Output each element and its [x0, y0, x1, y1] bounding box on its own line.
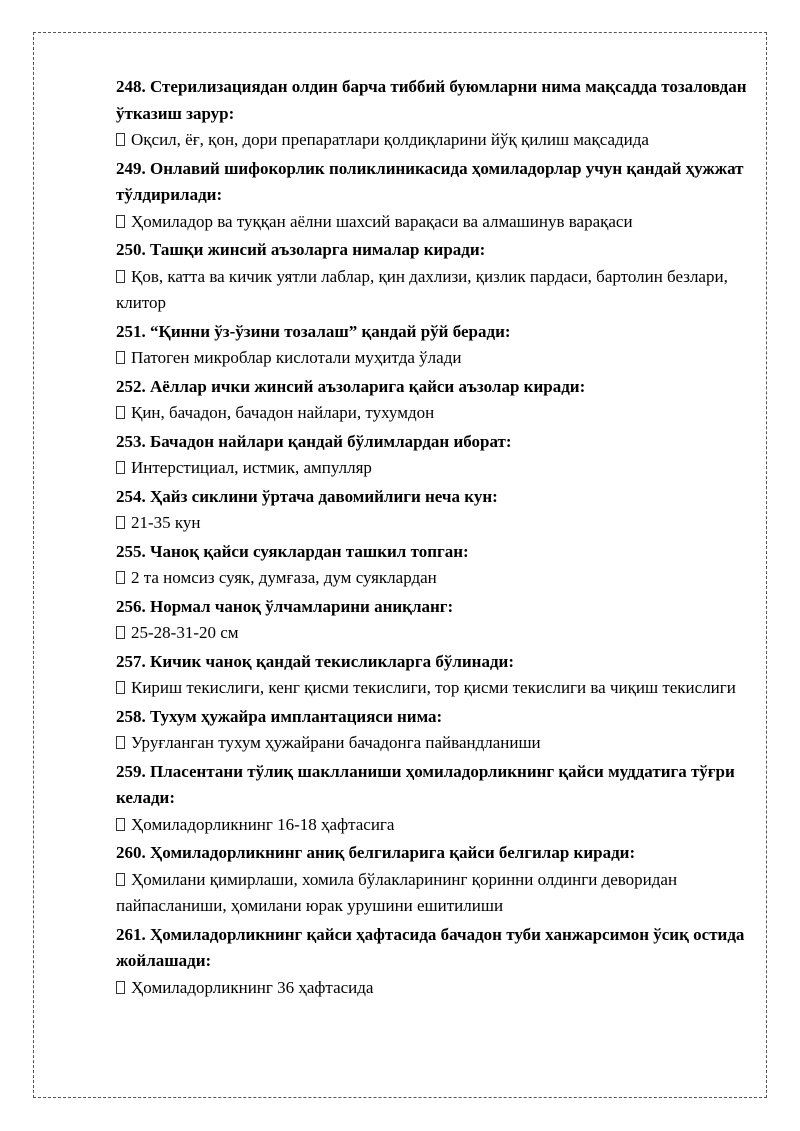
qa-item-259 — [116, 759, 756, 839]
answer-text: Уруғланган тухум ҳужайрани бачадонга пайвандланиши — [131, 733, 541, 752]
question-text: 257. Кичик чаноқ қандай текисликларга бўлинади: — [116, 651, 515, 671]
checkbox-icon — [116, 626, 125, 639]
checkbox-icon — [116, 406, 125, 419]
answer-text: Кириш текислиги, кенг қисми текислиги, тор қисми текислиги ва чиқиш текислиги — [131, 678, 736, 697]
answer-text: Патоген микроблар кислотали муҳитда ўлади — [131, 348, 462, 367]
question-text: 254. Ҳайз сиклини ўртача давомийлиги неча кун: — [116, 486, 498, 506]
answer-text: Ҳомиладорликнинг 16-18 ҳафтасига — [131, 814, 395, 834]
checkbox-icon — [116, 571, 125, 584]
question-text: 261. Ҳомиладорликнинг қайси ҳафтасида бачадон туби ханжарсимон ўсиқ остида жойлашади: — [116, 924, 745, 970]
question-text: 256. Нормал чаноқ ўлчамларини аниқланг: — [116, 596, 454, 616]
question-text: 248. Стерилизациядан олдин барча тиббий буюмларни нима мақсадда тозаловдан ўтказиш зарур: — [116, 77, 747, 123]
question-text: 252. Аёллар ички жинсий аъзоларига қайси аъзолар киради: — [116, 376, 586, 396]
answer-text: Ҳомилани қимирлаши, хомила бўлакларининг қоринни олдинги деворидан пайпасланиши, ҳомилани юрак урушини ешитилиши — [116, 869, 678, 915]
qa-item-250 — [116, 237, 756, 317]
answer-text: 25-28-31-20 см — [131, 623, 239, 642]
checkbox-icon — [116, 351, 125, 364]
qa-item-260 — [116, 840, 756, 920]
question-text: 260. Ҳомиладорликнинг аниқ белгиларига қайси белгилар киради: — [116, 843, 636, 862]
checkbox-icon — [116, 818, 125, 831]
answer-line — [116, 812, 756, 839]
answer-line — [116, 127, 756, 154]
answer-text: Интерстициал, истмик, ампулляр — [131, 458, 372, 477]
question-text: 259. Пласентани тўлиқ шаклланиши ҳомиладорликнинг қайси муддатига тўғри келади: — [116, 761, 735, 807]
answer-text: Ҳомиладорликнинг 36 ҳафтасида — [131, 977, 374, 997]
question-text: 249. Онлавий шифокорлик поликлиникасида ҳомиладорлар учун қандай ҳужжат тўлдирилади: — [116, 158, 744, 204]
qa-item-257 — [116, 649, 756, 702]
checkbox-icon — [116, 981, 125, 994]
qa-item-251 — [116, 319, 756, 372]
question-text: 251. “Қинни ўз-ўзини тозалаш” қандай рўй беради: — [116, 321, 511, 341]
qa-item-252 — [116, 374, 756, 427]
answer-text: Ҳомиладор ва туққан аёлни шахсий варақаси ва алмашинув варақаси — [131, 211, 633, 231]
checkbox-icon — [116, 270, 125, 283]
answer-line — [116, 730, 756, 757]
answer-line — [116, 510, 756, 537]
answer-text: Қин, бачадон, бачадон найлари, тухумдон — [131, 403, 435, 422]
question-text: 258. Тухум ҳужайра имплантацияси нима: — [116, 706, 443, 726]
qa-item-256 — [116, 594, 756, 647]
qa-item-261 — [116, 922, 756, 1002]
qa-item-255 — [116, 539, 756, 592]
answer-text: 2 та номсиз суяк, думғаза, дум суяклардан — [131, 568, 437, 587]
qa-item-248 — [116, 74, 756, 154]
answer-line — [116, 400, 756, 427]
answer-line — [116, 620, 756, 647]
answer-line — [116, 675, 756, 702]
answer-line — [116, 209, 756, 236]
checkbox-icon — [116, 681, 125, 694]
question-text: 250. Ташқи жинсий аъзоларга нималар киради: — [116, 240, 486, 259]
question-text: 255. Чаноқ қайси суяклардан ташкил топган: — [116, 541, 469, 561]
answer-text: 21-35 кун — [131, 513, 201, 532]
answer-line — [116, 565, 756, 592]
document-body — [116, 74, 756, 1003]
checkbox-icon — [116, 461, 125, 474]
question-text: 253. Бачадон найлари қандай бўлимлардан иборат: — [116, 431, 512, 451]
answer-line — [116, 264, 756, 317]
checkbox-icon — [116, 133, 125, 146]
answer-line — [116, 975, 756, 1002]
checkbox-icon — [116, 873, 125, 886]
answer-line — [116, 867, 756, 920]
answer-line — [116, 455, 756, 482]
qa-item-258 — [116, 704, 756, 757]
checkbox-icon — [116, 516, 125, 529]
checkbox-icon — [116, 215, 125, 228]
answer-line — [116, 345, 756, 372]
answer-text: Қов, катта ва кичик уятли лаблар, қин дахлизи, қизлик пардаси, бартолин безлари, клитор — [116, 266, 728, 312]
answer-text: Оқсил, ёғ, қон, дори препаратлари қолдиқларини йўқ қилиш мақсадида — [131, 130, 649, 149]
qa-item-253 — [116, 429, 756, 482]
checkbox-icon — [116, 736, 125, 749]
qa-item-254 — [116, 484, 756, 537]
qa-item-249 — [116, 156, 756, 236]
